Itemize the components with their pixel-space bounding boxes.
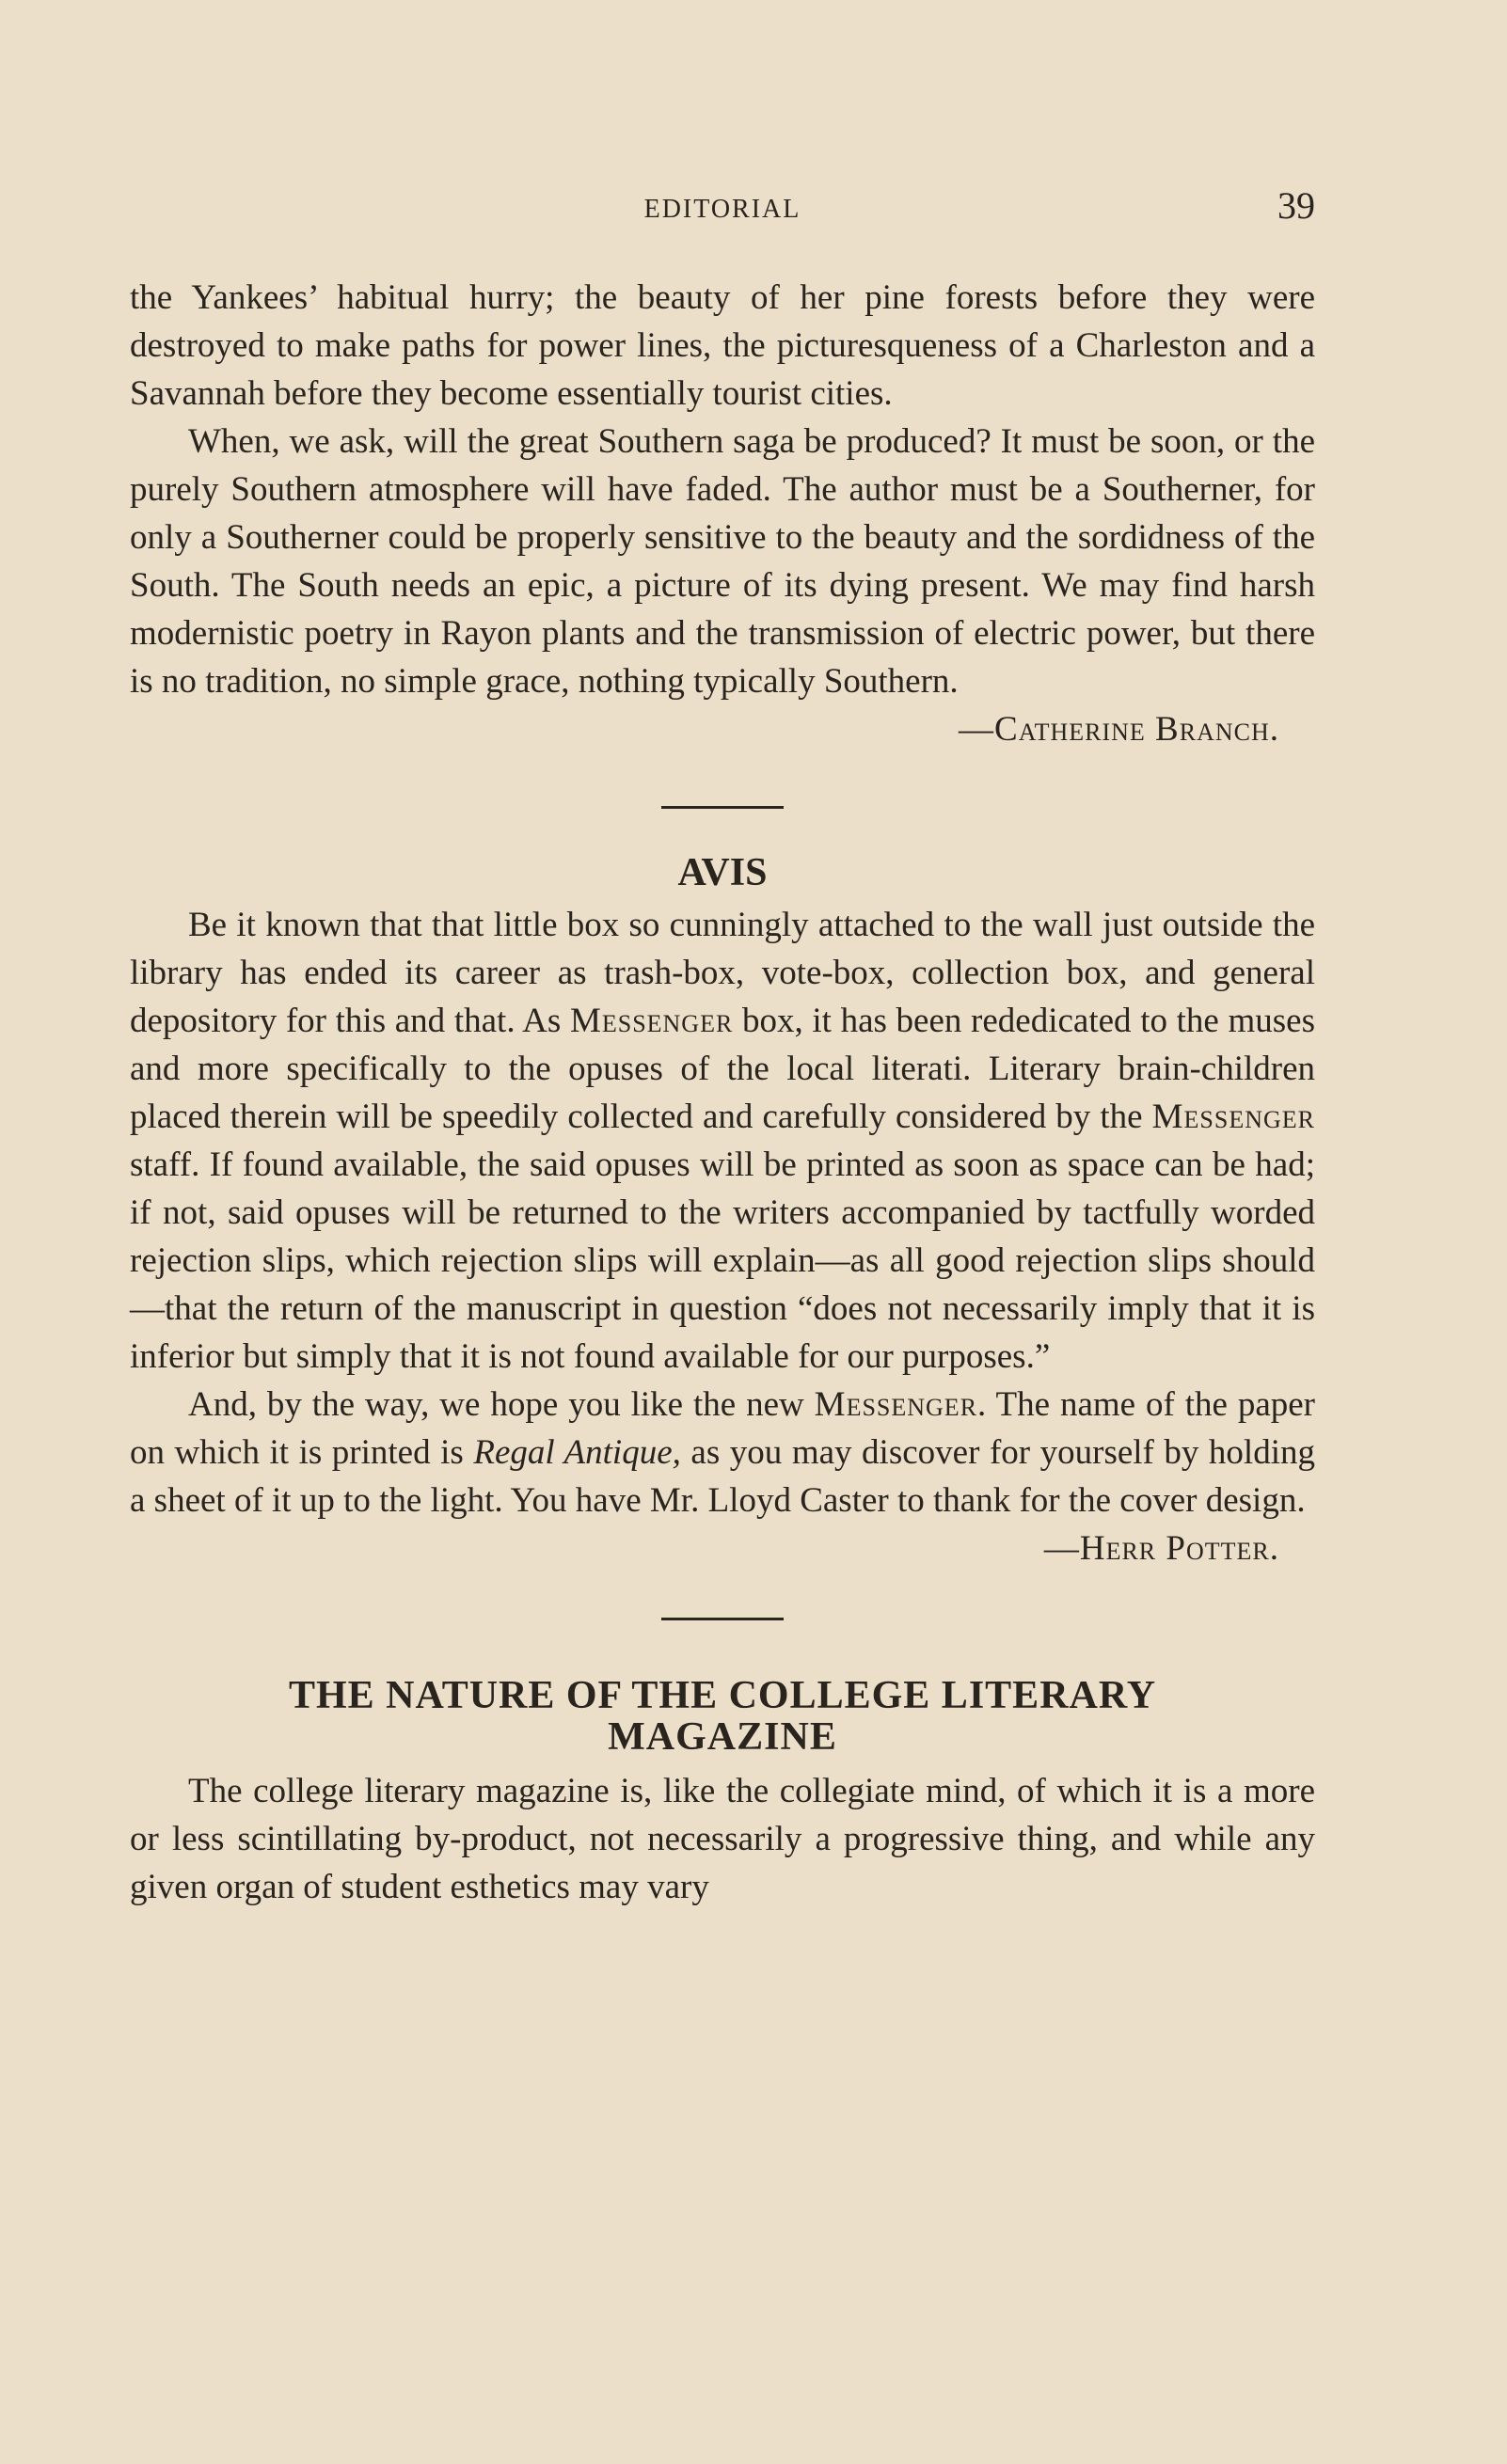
avis-paragraph-2 [130, 1381, 1315, 1524]
messenger-name: Messenger [569, 1002, 734, 1040]
section-one-paragraph-2: When, we ask, will the great Southern saga be produced? It must be soon, or the purely Southern atmosphere will have faded. The author must be a Southerner, for only a Southerner could be properly sensitive to the beauty and the sordidness of the South. The South needs an epic, a picture of its dying present. We may find harsh modernistic poetry in Rayon plants and the transmission of electric power, but there is no tradition, no simple grace, nothing typically Southern. [130, 422, 1315, 701]
messenger-name: Messenger [814, 1385, 978, 1424]
avis-p1-text-b: box, it has been rededicated to the muses and more specifically to the opuses of the local literati. Literary brain-children placed therein will be speedily collected and carefully considered by the [130, 1002, 1315, 1136]
page-number: 39 [1277, 184, 1315, 227]
running-head [130, 183, 1315, 240]
avis-p2-text-c: as you may discover for yourself by holding a sheet of it up to the light. You have Mr. Lloyd Caster to thank for the cover design. [130, 1433, 1315, 1520]
avis-paragraph-1 [130, 901, 1315, 1381]
avis-title: AVIS [677, 851, 768, 894]
nature-title-line-2: MAGAZINE [608, 1715, 837, 1759]
avis-p2-text-b: . The name of the paper on which it is printed is [130, 1385, 1316, 1472]
messenger-name: Messenger [1151, 1098, 1315, 1136]
avis-signature: —Herr Potter. [1043, 1529, 1279, 1568]
section-divider [661, 1618, 784, 1620]
nature-title-line-1: THE NATURE OF THE COLLEGE LITERARY [288, 1674, 1157, 1717]
section-one-signature: —Catherine Branch. [959, 710, 1279, 749]
paper-name: Regal Antique, [473, 1433, 681, 1472]
avis-p2-text-a: And, by the way, we hope you like the new [188, 1385, 815, 1424]
book-page [130, 183, 1315, 1911]
nature-paragraph-1: The college literary magazine is, like the collegiate mind, of which it is a more or less scintillating by-product, not necessarily a progressive thing, and while any given organ of student esthetics may vary [130, 1772, 1315, 1906]
section-one-paragraph-1: the Yankees’ habitual hurry; the beauty of her pine forests before they were destroyed to make paths for power lines, the picturesqueness of a Charleston and a Savannah before they become essentially tourist cities. [130, 278, 1315, 413]
section-divider [661, 806, 784, 809]
avis-p1-text-a: Be it known that that little box so cunningly attached to the wall just outside the library has ended its career as trash-box, vote-box, collection box, and general depository for this and that. As [130, 906, 1315, 1040]
running-title: EDITORIAL [643, 195, 801, 224]
avis-p1-text-c: staff. If found available, the said opuses will be printed as soon as space can be had; if not, said opuses will be returned to the writers accompanied by tactfully worded rejection slips, which rejection slips will explain—as all good rejection slips should—that the return of the manuscript in question “does not necessarily imply that it is inferior but simply that it is not found available for our purposes.” [130, 1145, 1315, 1376]
nature-title [130, 1675, 1315, 1758]
